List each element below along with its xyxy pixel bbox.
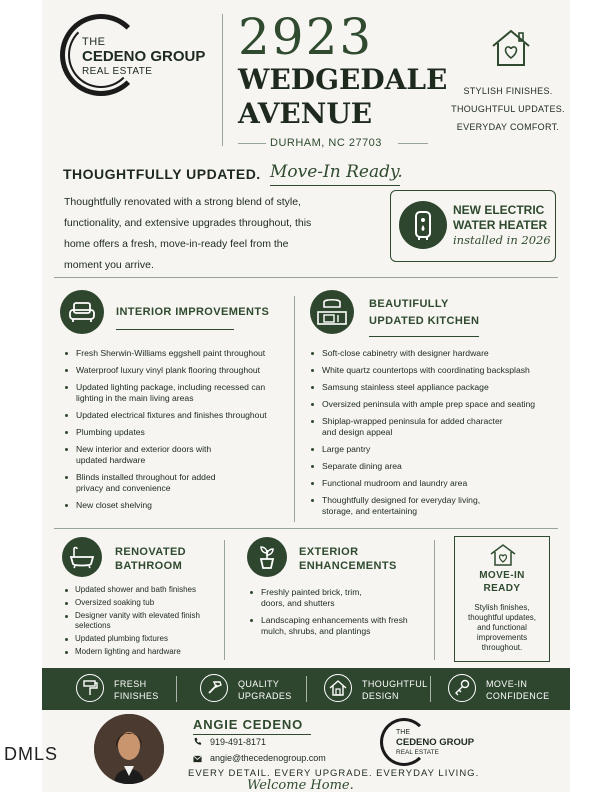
bathroom-title-line-1: RENOVATED (115, 546, 187, 558)
column-divider (434, 540, 435, 660)
ready-title-line-2: READY (483, 583, 521, 594)
list-item: White quartz countertops with coordinating backsplash (309, 365, 549, 376)
ready-body: Stylish finishes, thoughtful updates, and functional improvements throughout. (467, 603, 537, 652)
list-item: Landscaping enhancements with fresh mulch, shrubs, and plantings (248, 615, 408, 637)
address-number: 2923 (238, 8, 374, 66)
logo-line-3: REAL ESTATE (396, 749, 439, 756)
kitchen-list (309, 348, 549, 517)
potted-plant-icon (247, 537, 287, 577)
house-icon (324, 674, 352, 702)
agent-phone[interactable]: 919-491-8171 (210, 737, 267, 747)
list-item: Blinds installed throughout for added privacy and convenience (63, 472, 243, 494)
brand-logo-footer (380, 716, 490, 770)
phone-icon (193, 737, 202, 748)
intro-body: Thoughtfully renovated with a strong blend of style, functionality, and extensive upgrades throughout, this home offers a fresh, move-in-ready feel from the moment you arrive. (64, 196, 312, 271)
kitchen-underline (369, 336, 479, 337)
logo-line-2: CEDENO GROUP (396, 737, 475, 748)
list-item: Updated lighting package, including recessed can lighting in the main living areas (63, 382, 283, 404)
house-heart-icon (488, 543, 518, 567)
water-heater-callout (390, 190, 556, 262)
key-icon (448, 674, 476, 702)
kitchen-title-line-2: UPDATED KITCHEN (369, 315, 480, 327)
section-rule-1 (54, 277, 558, 278)
list-item: Updated electrical fixtures and finishes throughout (63, 410, 283, 421)
list-item: Shiplap-wrapped peninsula for added character and design appeal (309, 416, 509, 438)
band-divider (306, 676, 307, 702)
tagline-line: EVERYDAY COMFORT. (456, 122, 560, 132)
kitchen-stove-icon (310, 290, 354, 334)
list-item: Modern lighting and hardware (63, 647, 213, 657)
ready-title-line-1: MOVE-IN (479, 570, 525, 581)
heater-script: installed in 2026 (453, 233, 551, 247)
list-item: Designer vanity with elevated finish selections (63, 611, 213, 631)
footer-script: Welcome Home. (247, 778, 354, 792)
list-item: Freshly painted brick, trim, doors, and shutters (248, 587, 378, 609)
interior-title: INTERIOR IMPROVEMENTS (116, 306, 270, 318)
heater-title-line-2: WATER HEATER (453, 218, 548, 232)
agent-photo (94, 714, 164, 784)
tagline-block (448, 82, 568, 136)
list-item: Thoughtfully designed for everyday living, storage, and entertaining (309, 495, 499, 517)
move-in-ready-callout (454, 536, 550, 662)
list-item: Fresh Sherwin-Williams eggshell paint throughout (63, 348, 283, 359)
tagline-line: STYLISH FINISHES. (463, 86, 553, 96)
list-item: New interior and exterior doors with updated hardware (63, 444, 223, 466)
band-label: FRESH FINISHES (114, 679, 159, 701)
heater-title-line-1: NEW ELECTRIC (453, 203, 545, 217)
band-label: QUALITY UPGRADES (238, 679, 292, 701)
list-item: New closet shelving (63, 500, 283, 511)
band-label: MOVE-IN CONFIDENCE (486, 679, 550, 701)
bathtub-icon (62, 537, 102, 577)
address-street-line-2: AVENUE (238, 97, 373, 130)
bathroom-title-line-2: BATHROOM (115, 560, 183, 572)
hammer-icon (200, 674, 228, 702)
tagline-line: THOUGHTFUL UPDATES. (451, 104, 565, 114)
feature-band (42, 668, 570, 710)
exterior-title-line-2: ENHANCEMENTS (299, 560, 397, 572)
logo-line-3: REAL ESTATE (82, 66, 153, 77)
interior-underline (116, 329, 234, 330)
footer-tagline: EVERY DETAIL. EVERY UPGRADE. EVERYDAY LIVING. (188, 768, 480, 779)
kitchen-title-line-1: BEAUTIFULLY (369, 298, 449, 310)
band-label: THOUGHTFUL DESIGN (362, 679, 428, 701)
exterior-title-line-1: EXTERIOR (299, 546, 359, 558)
header-divider (222, 14, 223, 146)
list-item: Oversized soaking tub (63, 598, 213, 608)
band-divider (430, 676, 431, 702)
mls-logo: DMLS (4, 744, 59, 764)
water-heater-icon (399, 201, 447, 249)
logo-line-2: CEDENO GROUP (82, 48, 206, 65)
band-divider (176, 676, 177, 702)
agent-name: ANGIE CEDENO (193, 717, 304, 732)
list-item: Large pantry (309, 444, 549, 455)
column-divider (224, 540, 225, 660)
agent-name-underline (193, 734, 311, 735)
address-street-line-1: WEDGEDALE (238, 63, 448, 96)
email-icon (193, 755, 202, 765)
list-item: Waterproof luxury vinyl plank flooring throughout (63, 365, 283, 376)
list-item: Updated shower and bath finishes (63, 585, 213, 595)
section-rule-2 (54, 528, 558, 529)
logo-line-1: THE (82, 36, 106, 48)
exterior-list (248, 587, 408, 637)
city-rule-right (398, 143, 428, 144)
list-item: Separate dining area (309, 461, 549, 472)
intro-heading: THOUGHTFULLY UPDATED. (63, 166, 261, 182)
agent-email[interactable]: angie@thecedenogroup.com (210, 753, 326, 763)
brand-logo (58, 14, 218, 104)
list-item: Functional mudroom and laundry area (309, 478, 549, 489)
list-item: Samsung stainless steel appliance package (309, 382, 549, 393)
intro-script-underline (270, 185, 400, 186)
list-item: Updated plumbing fixtures (63, 634, 213, 644)
interior-list (63, 348, 283, 511)
column-divider (294, 296, 295, 522)
house-heart-icon (490, 28, 532, 68)
paint-roller-icon (76, 674, 104, 702)
city-rule-left (238, 143, 266, 144)
list-item: Plumbing updates (63, 427, 283, 438)
bathroom-list (63, 585, 213, 657)
list-item: Oversized peninsula with ample prep space and seating (309, 399, 549, 410)
intro-script: Move-In Ready. (270, 162, 403, 182)
logo-line-1: THE (396, 729, 410, 736)
list-item: Soft-close cabinetry with designer hardware (309, 348, 549, 359)
address-city: DURHAM, NC 27703 (270, 137, 382, 149)
armchair-icon (60, 290, 104, 334)
